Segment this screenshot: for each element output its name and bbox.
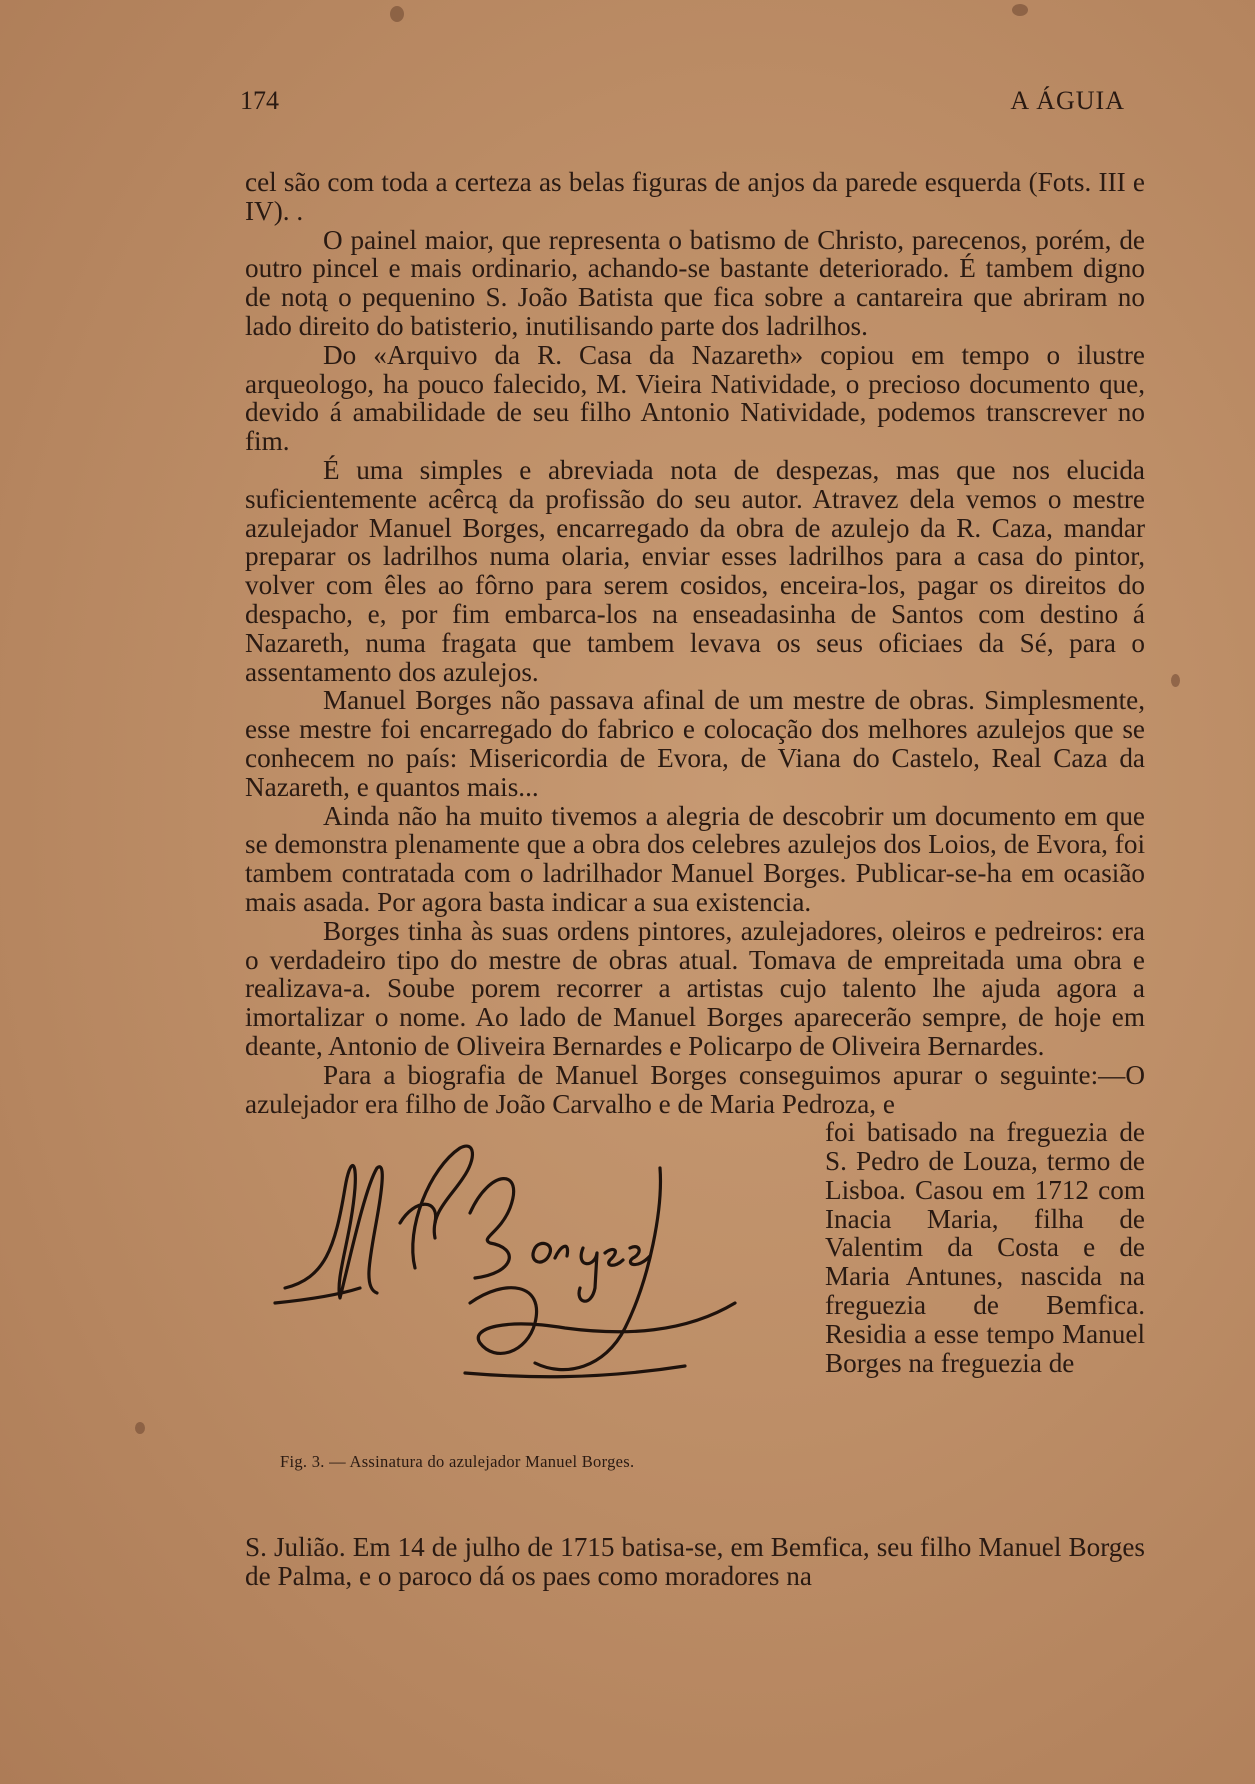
paragraph: cel são com toda a certeza as belas figuras de anjos da parede esquerda (Fots. III e IV). . [245,167,1145,226]
ink-blot [135,1422,145,1434]
paragraph: O painel maior, que representa o batismo de Christo, parecenos, porém, de outro pincel e mais ordinario, achando-se bastante deteriorado. É tambem digno de notą o pequenino S. João Batista que fica sobre a cantareira que abriram no lado direito do batisterio, inutilisando parte dos ladrilhos. [245,224,1145,341]
article-body [245,168,1145,1591]
figure-side-text: foi batisado na freguezia de S. Pedro de Louza, termo de Lisboa. Casou em 1712 com Inacia Maria, filha de Valentim da Costa e de Maria Antunes, nascida na freguezia de Bemfica. Residia a esse tempo Manuel Borges na freguezia de [825,1117,1145,1378]
ink-blot [390,6,404,22]
paragraph: Para a biografia de Manuel Borges conseguimos apurar o seguinte:—O azulejador era filho de João Carvalho e de Maria Pedroza, e [245,1059,1145,1119]
page-number: 174 [240,86,279,115]
ink-blot [1012,4,1028,16]
paragraph: Ainda não ha muito tivemos a alegria de descobrir um documento em que se demonstra plenamente que a obra dos celebres azulejos dos Loios, de Evora, foi tambem contratada com o ladrilhador Manuel Borges. Publicar-se-ha em ocasião mais asada. Por agora basta indicar a sua existencia. [245,800,1145,917]
page-header [240,86,1125,122]
paragraph: Borges tinha às suas ordens pintores, azulejadores, oleiros e pedreiros: era o verdadeiro tipo do mestre de obras atual. Tomava de empreitada uma obra e realizava-a. Soube porem recorrer a artistas cujo talento lhe ajuda agora a imortalizar o nome. Ao lado de Manuel Borges aparecerão sempre, de hoje em deante, Antonio de Oliveira Bernardes e Policarpo de Oliveira Bernardes. [245,915,1145,1061]
figure-caption: Fig. 3. — Assinatura do azulejador Manuel Borges. [280,1452,635,1472]
paragraph: Do «Arquivo da R. Casa da Nazareth» copiou em tempo o ilustre arqueologo, ha pouco falecido, M. Vieira Natividade, o precioso documento que, devido á amabilidade de seu filho Antonio Natividade, podemos transcrever no fim. [245,339,1145,457]
paragraph: Manuel Borges não passava afinal de um mestre de obras. Simplesmente, esse mestre foi encarregado do fabrico e colocação dos melhores azulejos que se conhecem no país: Misericordia de Evora, de Viana do Castelo, Real Caza da Nazareth, e quantos mais... [245,685,1145,802]
signature-figure [245,1118,825,1533]
paragraph: É uma simples e abreviada nota de despezas, mas que nos elucida suficientemente acêrcą da profissão do seu autor. Atravez dela vemos o mestre azulejador Manuel Borges, encarregado da obra de azulejo da R. Caza, mandar preparar os ladrilhos numa olaria, enviar esses ladrilhos para a casa do pintor, volver com êles ao fôrno para serem cosidos, enceira-los, pagar os direitos do despacho, e, por fim embarca-los na enseadasinha de Santos com destino á Nazareth, numa fragata que tambem levava os seus oficiaes da Sé, para o assentamento dos azulejos. [245,454,1145,687]
ink-blot [1171,674,1180,687]
running-title: A ÁGUIA [1010,86,1125,115]
closing-paragraph: S. Julião. Em 14 de julho de 1715 batisa-se, em Bemfica, seu filho Manuel Borges de Palma, e o paroco dá os paes como moradores na [245,1532,1145,1592]
signature-image [265,1128,785,1428]
